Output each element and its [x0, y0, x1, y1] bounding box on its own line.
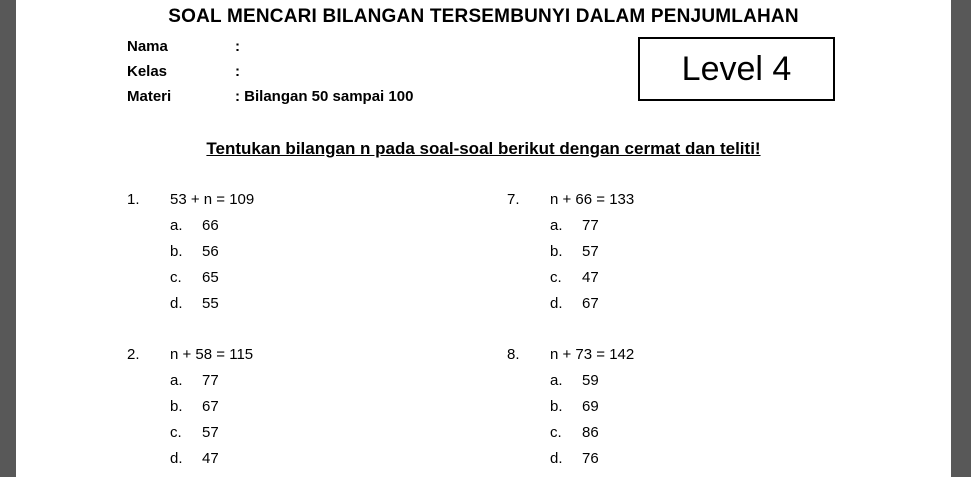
option-letter: a. — [170, 217, 183, 234]
question-equation: n + 58 = 115 — [170, 346, 254, 363]
option-letter: d. — [170, 450, 183, 467]
question-number: 2. — [127, 346, 140, 363]
option-value: 57 — [582, 243, 599, 260]
option-letter: b. — [170, 243, 183, 260]
option-letter: b. — [550, 398, 563, 415]
option-value: 47 — [582, 269, 599, 286]
option-letter: b. — [170, 398, 183, 415]
field-label: Materi — [127, 88, 172, 105]
document-page — [16, 0, 951, 477]
option-value: 67 — [582, 295, 599, 312]
worksheet-title: SOAL MENCARI BILANGAN TERSEMBUNYI DALAM PENJUMLAHAN — [168, 6, 799, 27]
option-letter: c. — [550, 424, 562, 441]
question-equation: n + 73 = 142 — [550, 346, 635, 363]
option-letter: d. — [170, 295, 183, 312]
question-number: 7. — [507, 191, 520, 208]
option-value: 77 — [582, 217, 599, 234]
question-number: 8. — [507, 346, 520, 363]
option-value: 47 — [202, 450, 219, 467]
field-label: Kelas — [127, 63, 168, 80]
question-number: 1. — [127, 191, 140, 208]
option-letter: b. — [550, 243, 563, 260]
option-value: 56 — [202, 243, 219, 260]
option-value: 77 — [202, 372, 219, 389]
option-letter: a. — [550, 372, 563, 389]
option-letter: d. — [550, 450, 563, 467]
option-value: 57 — [202, 424, 219, 441]
question-equation: 53 + n = 109 — [170, 191, 255, 208]
field-label: Nama — [127, 38, 168, 55]
option-value: 67 — [202, 398, 219, 415]
option-value: 69 — [582, 398, 599, 415]
field-value: : — [235, 63, 240, 80]
option-value: 86 — [582, 424, 599, 441]
option-value: 76 — [582, 450, 599, 467]
option-letter: c. — [170, 424, 182, 441]
option-value: 66 — [202, 217, 219, 234]
option-letter: c. — [550, 269, 562, 286]
option-letter: d. — [550, 295, 563, 312]
option-value: 59 — [582, 372, 599, 389]
option-value: 65 — [202, 269, 219, 286]
question-equation: n + 66 = 133 — [550, 191, 635, 208]
option-value: 55 — [202, 295, 219, 312]
option-letter: c. — [170, 269, 182, 286]
field-value: : Bilangan 50 sampai 100 — [235, 88, 414, 105]
instruction: Tentukan bilangan n pada soal-soal berikut dengan cermat dan teliti! — [206, 139, 761, 158]
option-letter: a. — [550, 217, 563, 234]
option-letter: a. — [170, 372, 183, 389]
field-value: : — [235, 38, 240, 55]
level-box: Level 4 — [638, 37, 835, 101]
